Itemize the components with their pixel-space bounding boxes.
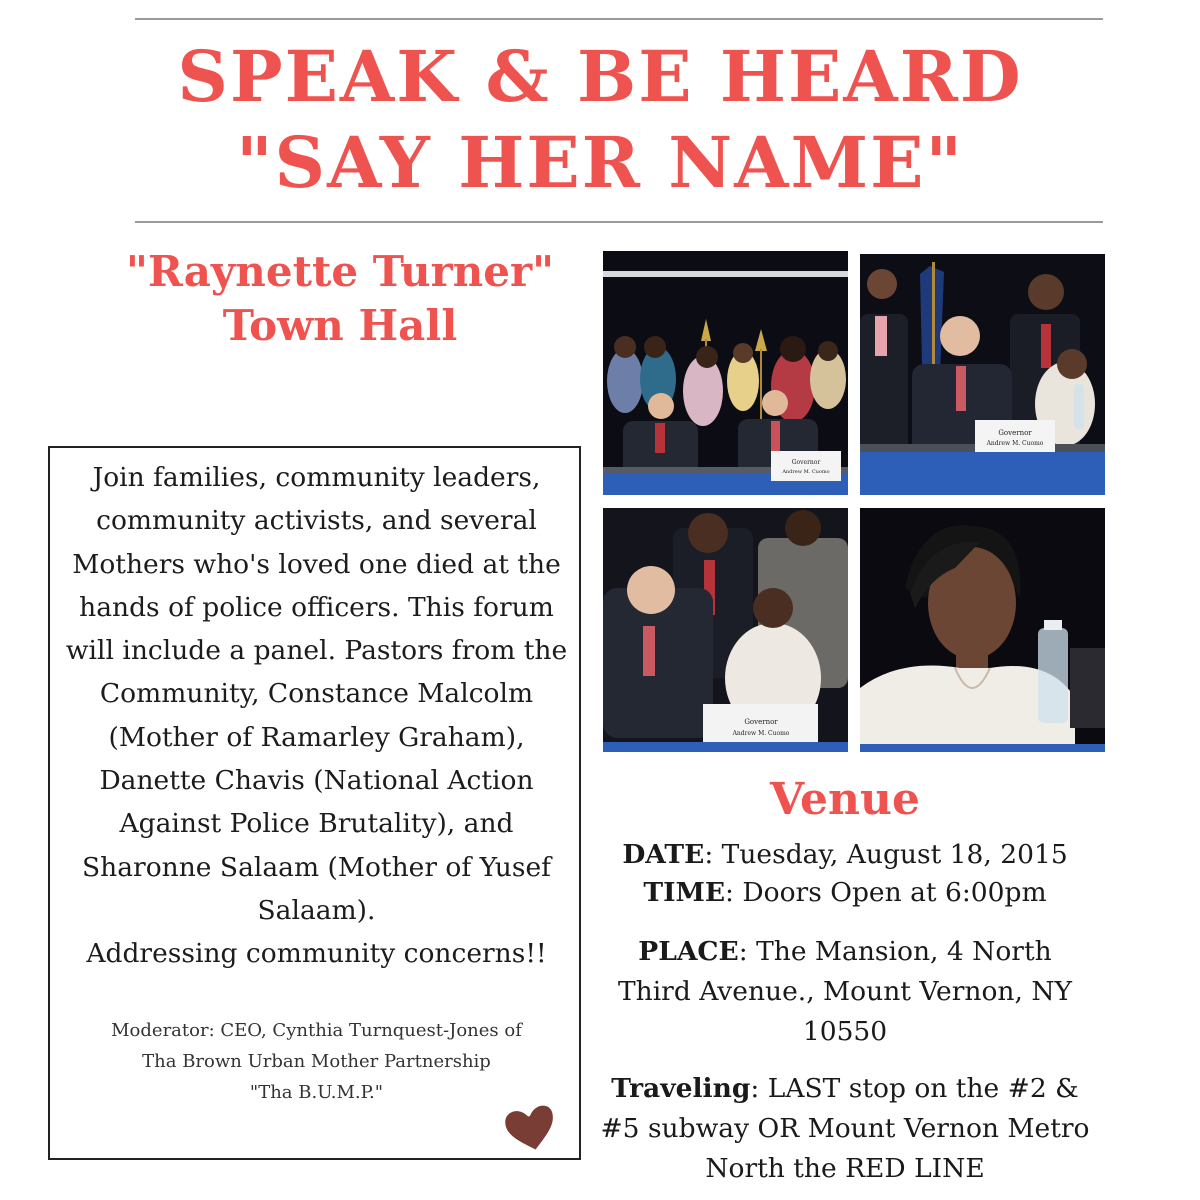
desc-line: community activists, and several (96, 505, 537, 537)
subtitle-line-2: Town Hall (222, 301, 458, 350)
photo-signing-group (603, 251, 848, 495)
placard-line-1: Governor (998, 429, 1032, 437)
desc-line: Mothers who's loved one died at the (72, 548, 561, 580)
desc-line: Against Police Brutality), and (119, 808, 514, 840)
traveling-label: Traveling (611, 1073, 751, 1104)
desc-line: Salaam). (257, 894, 376, 926)
desc-line: will include a panel. Pastors from the (65, 635, 568, 667)
traveling-value-1: : LAST stop on the #2 & (750, 1073, 1079, 1104)
desc-line: Danette Chavis (National Action (99, 765, 534, 797)
heart-icon (505, 1104, 557, 1152)
moderator-line: Tha Brown Urban Mother Partnership (142, 1051, 491, 1072)
description-text (50, 456, 583, 976)
venue-title: Venue (769, 774, 921, 825)
desc-line: hands of police officers. This forum (79, 591, 554, 623)
desc-line: Addressing community concerns!! (86, 938, 547, 970)
place-label: PLACE (638, 936, 739, 967)
title-line-1: SPEAK & BE HEARD (177, 35, 1023, 118)
place-block (600, 932, 1090, 1052)
desc-line: Join families, community leaders, (92, 462, 541, 493)
time-label: TIME (643, 877, 726, 908)
placard-line-1: Governor (744, 718, 778, 726)
description-box (48, 446, 581, 1160)
subtitle-line-1: "Raynette Turner" (125, 247, 555, 296)
placard-line-2: Andrew M. Cuomo (732, 730, 790, 737)
desc-line: Community, Constance Malcolm (99, 678, 534, 710)
placard-line-2: Andrew M. Cuomo (782, 469, 830, 475)
date-value: : Tuesday, August 18, 2015 (704, 839, 1068, 870)
desc-line: Sharonne Salaam (Mother of Yusef (82, 851, 551, 883)
place-value-2: Third Avenue., Mount Vernon, NY (617, 976, 1073, 1007)
traveling-value-2: #5 subway OR Mount Vernon Metro (600, 1113, 1090, 1144)
date-label: DATE (622, 839, 705, 870)
placard-line-1: Governor (791, 459, 821, 466)
desc-line: (Mother of Ramarley Graham), (108, 721, 525, 753)
top-divider (135, 18, 1103, 20)
placard-line-2: Andrew M. Cuomo (986, 440, 1044, 447)
photo-governor-signing (860, 254, 1105, 495)
moderator-credit (50, 1015, 583, 1108)
place-value-1: : The Mansion, 4 North (738, 936, 1052, 967)
traveling-block (600, 1069, 1090, 1189)
title-line-2: "SAY HER NAME" (236, 121, 964, 204)
time-value: : Doors Open at 6:00pm (725, 877, 1047, 908)
traveling-value-3: North the RED LINE (705, 1153, 985, 1184)
date-line (600, 835, 1090, 875)
time-line (600, 873, 1090, 913)
photo-woman-portrait (860, 508, 1105, 752)
place-value-3: 10550 (802, 1016, 888, 1047)
moderator-line: "Tha B.U.M.P." (249, 1082, 384, 1103)
bottom-divider (135, 221, 1103, 223)
photo-governor-smiling (603, 508, 848, 752)
moderator-line: Moderator: CEO, Cynthia Turnquest-Jones of (111, 1020, 522, 1041)
